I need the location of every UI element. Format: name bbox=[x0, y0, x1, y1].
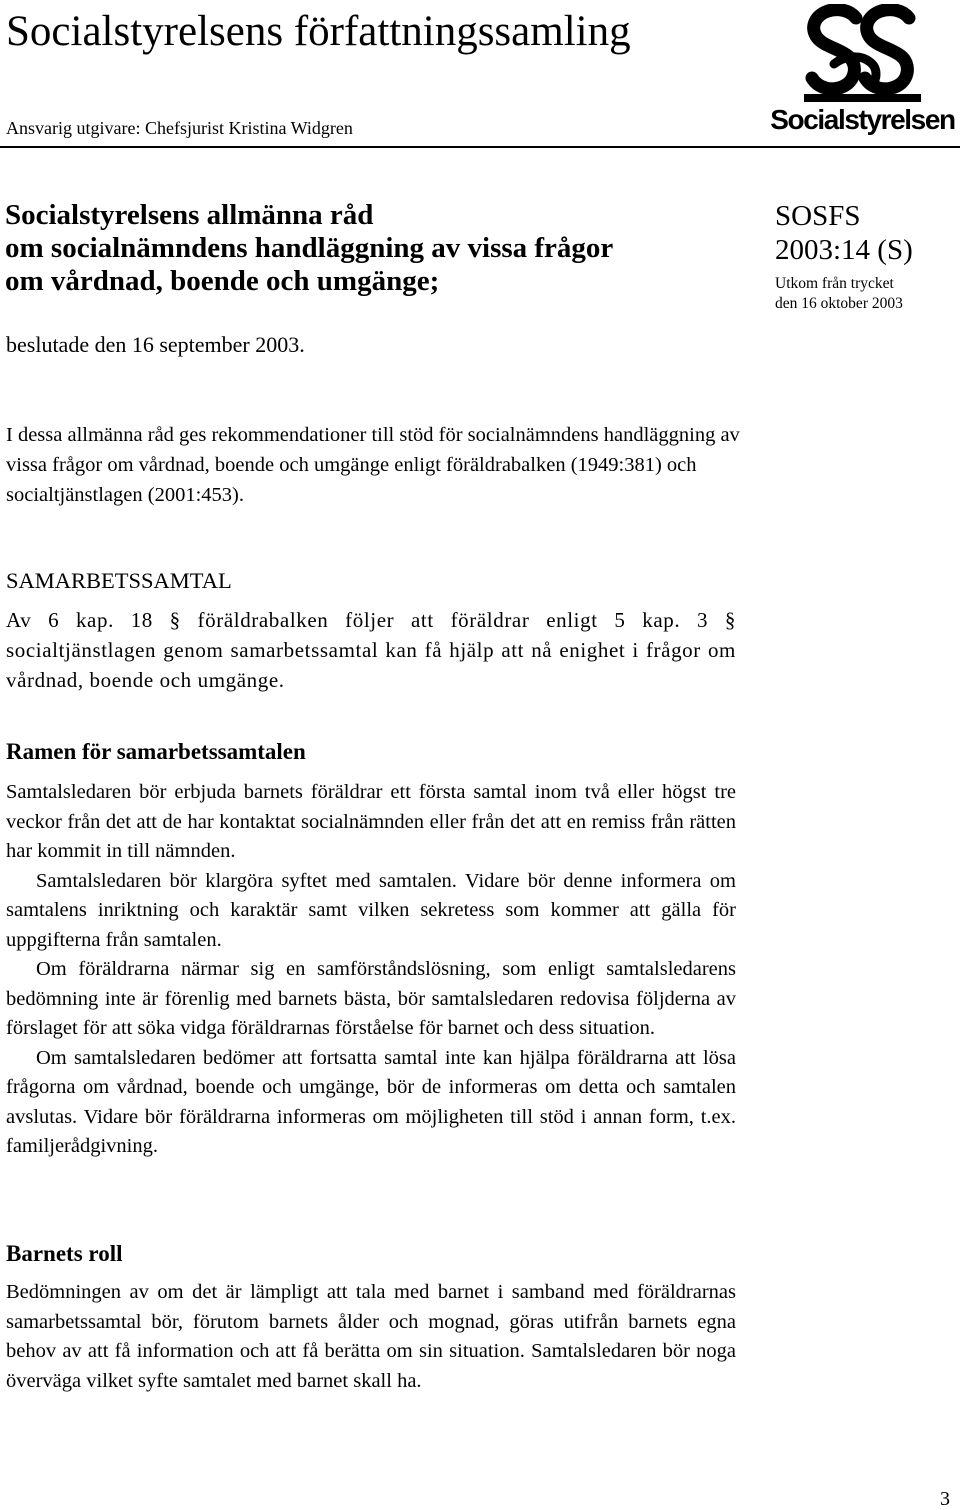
document-title-line: Socialstyrelsens allmänna råd bbox=[5, 199, 374, 231]
section-heading: Barnets roll bbox=[6, 1241, 123, 1266]
publication-date-line: Utkom från trycket bbox=[775, 275, 894, 292]
page-number: 3 bbox=[940, 1488, 950, 1510]
intro-paragraph: I dessa allmänna råd ges rekommendationer till stöd för socialnämndens handläggning av vissa frågor om vårdnad, boende och umgänge enligt föräldrabalken (1949:381) och socialtjänstlagen (2001:453). bbox=[6, 424, 740, 506]
sosfs-reference bbox=[775, 199, 960, 314]
section-body bbox=[6, 778, 736, 1162]
logo-wordmark: Socialstyrelsen bbox=[770, 104, 955, 135]
header-divider bbox=[0, 146, 960, 148]
document-title-line: om socialnämndens handläggning av vissa frågor bbox=[5, 232, 614, 264]
socialstyrelsen-logo bbox=[770, 4, 955, 136]
series-title: Socialstyrelsens författningssamling bbox=[6, 8, 631, 55]
document-title bbox=[5, 199, 725, 298]
publication-date-line: den 16 oktober 2003 bbox=[775, 295, 903, 312]
section-body bbox=[6, 1278, 736, 1396]
paragraph: Om föräldrarna närmar sig en samförståndslösning, som enligt samtalsledarens bedömning inte är förenlig med barnets bästa, bör samtalsledaren redovisa följderna av förslaget för att söka vidga föräldrarnas förståelse för barnet och dess situation. bbox=[6, 958, 736, 1039]
emblem-icon bbox=[804, 4, 921, 102]
law-text: Av 6 kap. 18 § föräldrabalken följer att föräldrar enligt 5 kap. 3 § socialtjänstlagen genom samarbetssamtal kan få hjälp att nå enighet i frågor om vårdnad, boende och umgänge. bbox=[6, 608, 736, 692]
publisher-line: Ansvarig utgivare: Chefsjurist Kristina Widgren bbox=[6, 118, 353, 138]
paragraph: Samtalsledaren bör erbjuda barnets föräldrar ett första samtal inom två eller högst tre veckor från det att de har kontaktat socialnämnden eller från det att en remiss från rätten har kommit in till nämnden. bbox=[6, 781, 736, 862]
law-heading: SAMARBETSSAMTAL bbox=[6, 568, 232, 593]
sosfs-name: SOSFS bbox=[775, 200, 861, 232]
paragraph: Bedömningen av om det är lämpligt att tala med barnet i samband med föräldrarnas samarbetssamtal bör, förutom barnets ålder och mognad, göras utifrån barnets egna behov av att få information och att få berätta om sin situation. Samtalsledaren bör noga överväga vilket syfte samtalet med barnet skall ha. bbox=[6, 1281, 736, 1392]
paragraph: Om samtalsledaren bedömer att fortsatta samtal inte kan hjälpa föräldrarna att lösa frågorna om vårdnad, boende och umgänge, bör de informeras om detta och samtalen avslutas. Vidare bör föräldrarna informeras om möjligheten till stöd i annan form, t.ex. familjerådgivning. bbox=[6, 1046, 736, 1157]
decision-date: beslutade den 16 september 2003. bbox=[6, 332, 305, 357]
sosfs-number: 2003:14 (S) bbox=[775, 234, 913, 266]
publication-date bbox=[775, 274, 960, 314]
section-heading: Ramen för samarbetssamtalen bbox=[6, 739, 306, 764]
document-title-line: om vårdnad, boende och umgänge; bbox=[5, 265, 440, 297]
paragraph: Samtalsledaren bör klargöra syftet med samtalen. Vidare bör denne informera om samtalens inriktning och karaktär samt vilken sekretess som kommer att gälla för uppgifterna från samtalen. bbox=[6, 869, 736, 951]
